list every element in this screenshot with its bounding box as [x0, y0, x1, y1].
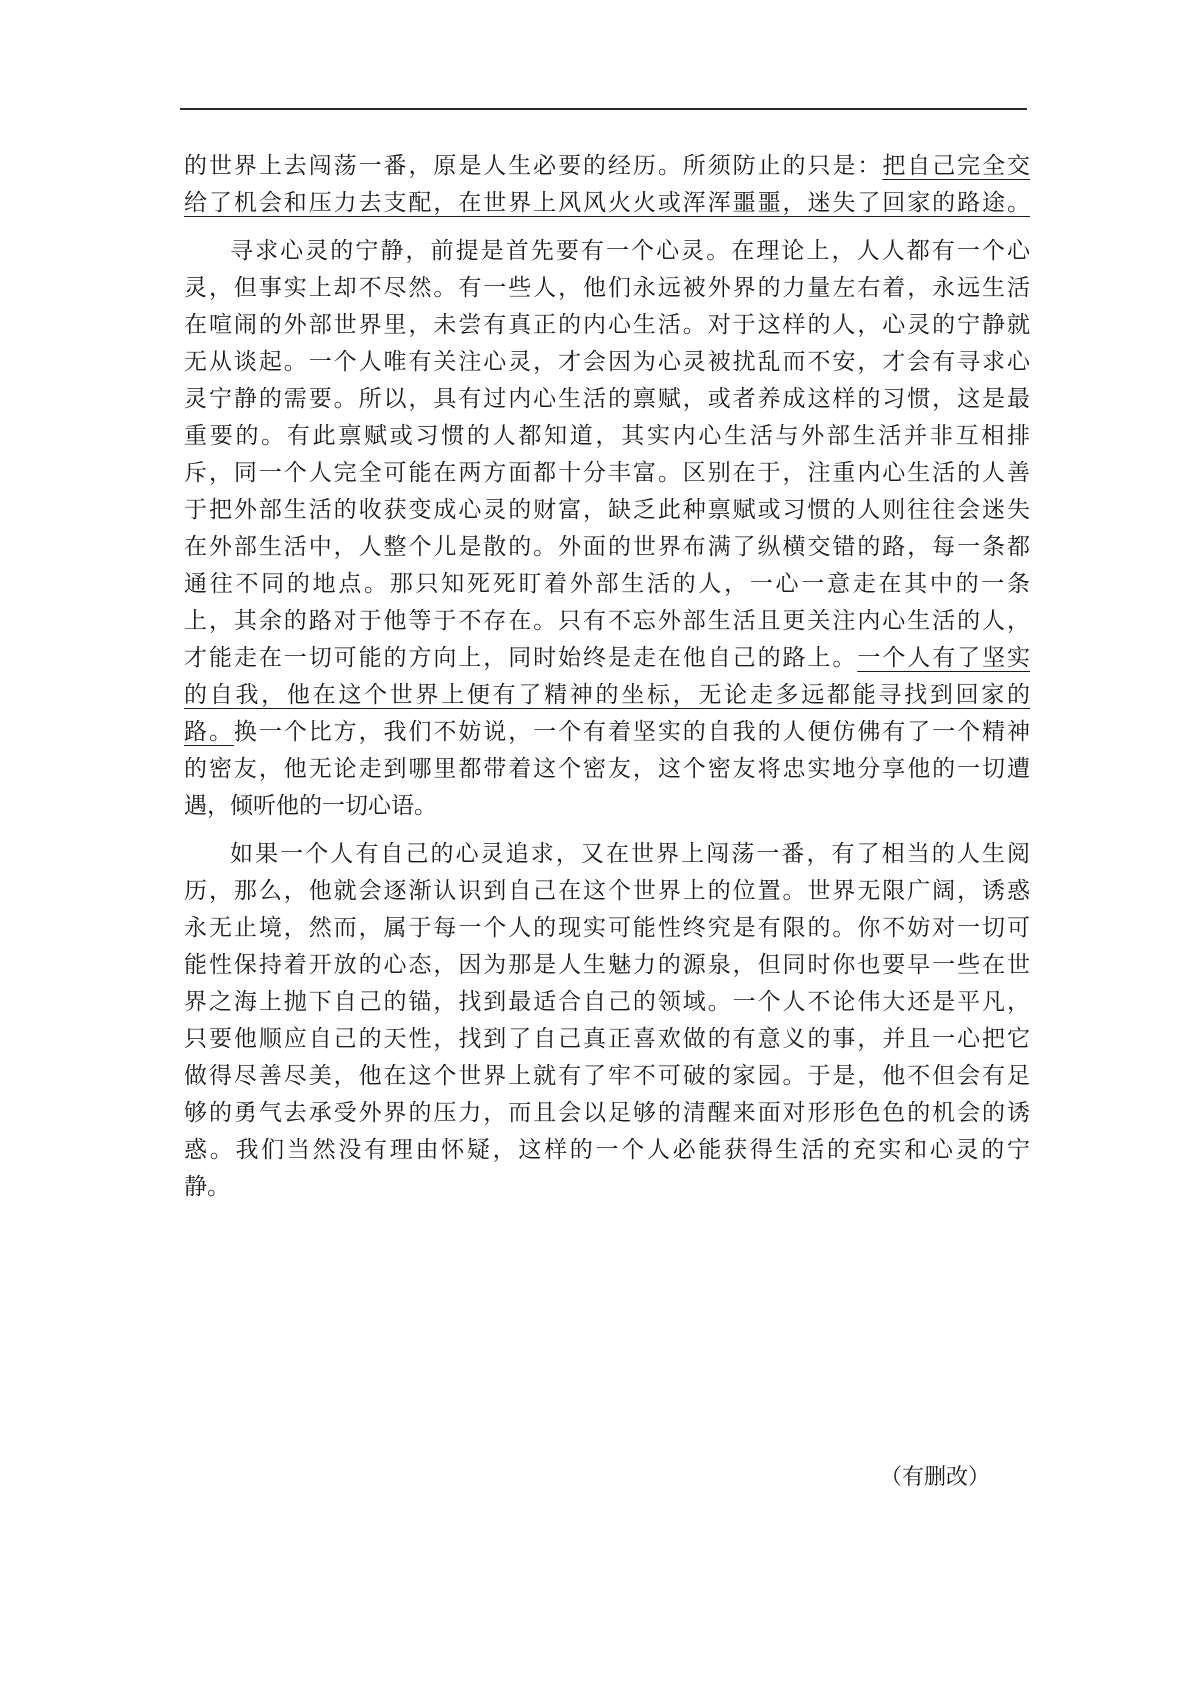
text-line	[184, 307, 1030, 344]
text-line	[184, 381, 1030, 418]
text-line	[184, 788, 1030, 825]
plain-text: 惑。我们当然没有理由怀疑，这样的一个人必能获得生活的充实和心灵的宁	[184, 1137, 1030, 1163]
text-line	[184, 455, 1030, 492]
text-line	[184, 677, 1030, 714]
text-line	[184, 1021, 1030, 1058]
plain-text: 上，其余的路对于他等于不存在。只有不忘外部生活且更关注内心生活的人，	[184, 608, 1030, 634]
plain-text: 如果一个人有自己的心灵追求，又在世界上闯荡一番，有了相当的人生阅	[230, 841, 1030, 867]
underlined-text: 路。	[184, 719, 234, 745]
plain-text: 重要的。有此禀赋或习惯的人都知道，其实内心生活与外部生活并非互相排	[184, 423, 1030, 449]
underlined-text: 给了机会和压力去支配，在世界上风风火火或浑浑噩噩，迷失了回家的路途。	[184, 190, 1030, 216]
plain-text: 无从谈起。一个人唯有关注心灵，才会因为心灵被扰乱而不安，才会有寻求心	[184, 349, 1030, 375]
plain-text: 遇，倾听他的一切心语。	[184, 793, 437, 819]
header-rule	[180, 108, 1027, 110]
source-note: （有删改）	[880, 1465, 991, 1490]
paragraph-1	[184, 148, 1030, 222]
plain-text: 通往不同的地点。那只知死死盯着外部生活的人，一心一意走在其中的一条	[184, 571, 1030, 597]
text-line	[184, 566, 1030, 603]
text-line	[184, 984, 1030, 1021]
plain-text: 在喧闹的外部世界里，未尝有真正的内心生活。对于这样的人，心灵的宁静就	[184, 312, 1030, 338]
text-line	[184, 714, 1030, 751]
plain-text: 才能走在一切可能的方向上，同时始终是走在他自己的路上。	[184, 645, 858, 671]
plain-text: 静。	[184, 1174, 230, 1200]
plain-text: 够的勇气去承受外界的压力，而且会以足够的清醒来面对形形色色的机会的诱	[184, 1100, 1030, 1126]
paragraph-2	[184, 233, 1030, 825]
plain-text: 换一个比方，我们不妨说，一个有着坚实的自我的人便仿佛有了一个精神	[233, 719, 1031, 745]
plain-text: 灵宁静的需要。所以，具有过内心生活的禀赋，或者养成这样的习惯，这是最	[184, 386, 1030, 412]
plain-text: 能性保持着开放的心态，因为那是人生魅力的源泉，但同时你也要早一些在世	[184, 952, 1030, 978]
text-line	[184, 233, 1030, 270]
text-line	[184, 640, 1030, 677]
text-line	[184, 1169, 1030, 1206]
underlined-text: 一个人有了坚实	[857, 645, 1031, 671]
text-line	[184, 185, 1030, 222]
text-line	[184, 344, 1030, 381]
underlined-text: 的自我，他在这个世界上便有了精神的坐标，无论走多远都能寻找到回家的	[184, 682, 1030, 708]
paragraph-3	[184, 836, 1030, 1206]
plain-text: 于把外部生活的收获变成心灵的财富，缺乏此种禀赋或习惯的人则往往会迷失	[184, 497, 1030, 523]
text-line	[184, 1132, 1030, 1169]
text-line	[184, 418, 1030, 455]
plain-text: 永无止境，然而，属于每一个人的现实可能性终究是有限的。你不妨对一切可	[184, 915, 1030, 941]
text-line	[184, 1058, 1030, 1095]
text-line	[184, 873, 1030, 910]
text-line	[184, 947, 1030, 984]
text-line	[184, 910, 1030, 947]
text-line	[184, 270, 1030, 307]
plain-text: 斥，同一个人完全可能在两方面都十分丰富。区别在于，注重内心生活的人善	[184, 460, 1030, 486]
text-line	[184, 1095, 1030, 1132]
underlined-text: 把自己完全交	[882, 153, 1031, 179]
plain-text: 只要他顺应自己的天性，找到了自己真正喜欢做的有意义的事，并且一心把它	[184, 1026, 1030, 1052]
text-line	[184, 836, 1030, 873]
plain-text: 的世界上去闯荡一番，原是人生必要的经历。所须防止的只是：	[184, 153, 883, 179]
text-line	[184, 148, 1030, 185]
plain-text: 历，那么，他就会逐渐认识到自己在这个世界上的位置。世界无限广阔，诱惑	[184, 878, 1030, 904]
plain-text: 灵，但事实上却不尽然。有一些人，他们永远被外界的力量左右着，永远生活	[184, 275, 1030, 301]
plain-text: 在外部生活中，人整个儿是散的。外面的世界布满了纵横交错的路，每一条都	[184, 534, 1030, 560]
plain-text: 界之海上抛下自己的锚，找到最适合自己的领域。一个人不论伟大还是平凡，	[184, 989, 1030, 1015]
text-line	[184, 751, 1030, 788]
plain-text: 的密友，他无论走到哪里都带着这个密友，这个密友将忠实地分享他的一切遭	[184, 756, 1030, 782]
text-line	[184, 529, 1030, 566]
plain-text: 做得尽善尽美，他在这个世界上就有了牢不可破的家园。于是，他不但会有足	[184, 1063, 1030, 1089]
text-line	[184, 603, 1030, 640]
article-body	[184, 148, 1030, 1206]
plain-text: 寻求心灵的宁静，前提是首先要有一个心灵。在理论上，人人都有一个心	[230, 238, 1030, 264]
text-line	[184, 492, 1030, 529]
